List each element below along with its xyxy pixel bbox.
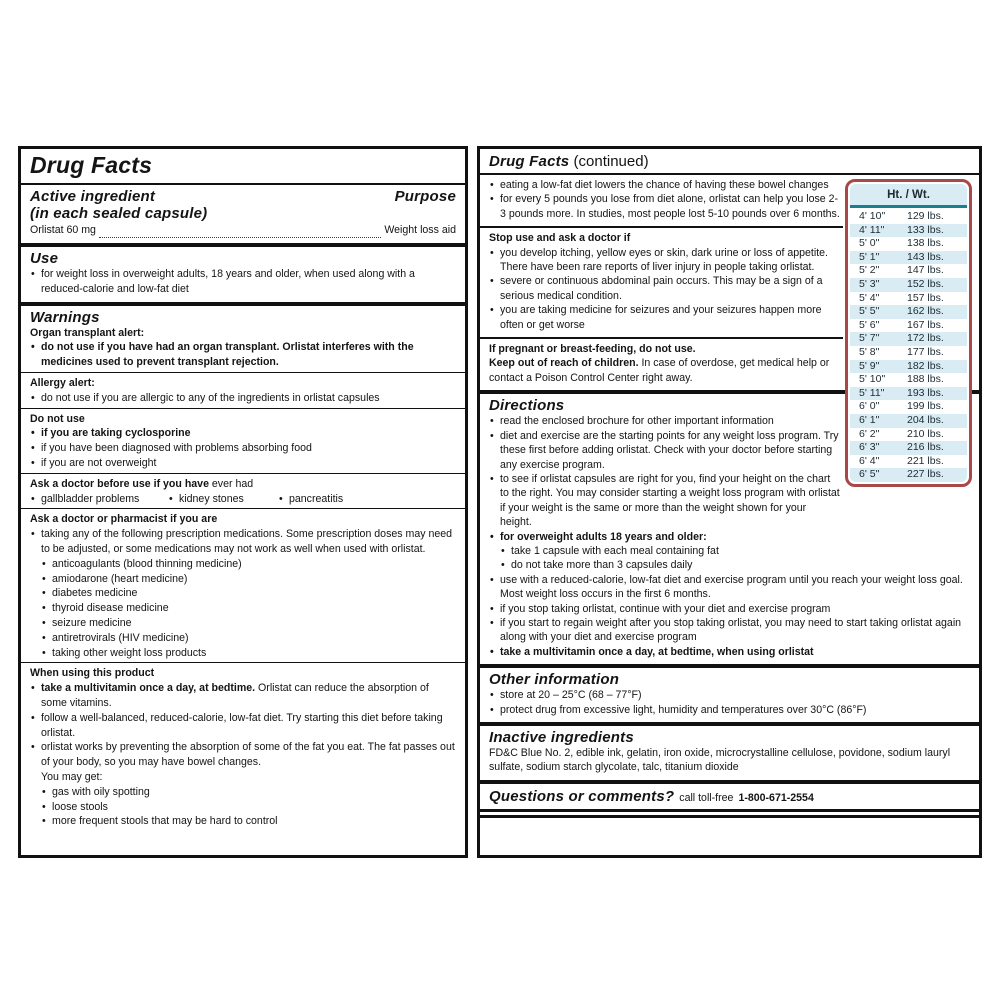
height-weight-chart — [845, 179, 972, 487]
height-weight-row: 5' 7" 172 lbs. — [850, 332, 967, 346]
directions-bullet: • to see if orlistat capsules are right for you, find your height on the chart to the right. You may consider starting a weight loss program with orlistat if your weight is the same or more than the weight shown for your height. — [489, 472, 970, 530]
height-weight-row: 5' 3" 152 lbs. — [850, 278, 967, 292]
use-heading: Use — [30, 250, 59, 267]
warnings-heading: Warnings — [30, 308, 100, 326]
directions-bullet: • if you start to regain weight after you stop taking orlistat, you may need to start taking orlistat again along with your diet and exercise program — [489, 616, 970, 645]
height-weight-row: 4' 10" 129 lbs. — [859, 210, 944, 222]
continued-bullet: • eating a low-fat diet lowers the chance of having these bowel changes — [489, 178, 843, 192]
height-weight-row: 5' 10" 188 lbs. — [859, 373, 944, 386]
height-weight-row: 5' 0" 138 lbs. — [859, 237, 944, 250]
height-weight-chart-header: Ht. / Wt. — [850, 184, 967, 205]
bowel-changes-group — [480, 175, 843, 226]
bowel-change-item: • loose stools — [41, 800, 456, 815]
warnings-section — [21, 306, 465, 372]
height-weight-row: 5' 4" 157 lbs. — [859, 291, 944, 304]
drug-facts-title: Drug Facts — [30, 152, 153, 178]
dosage-item: • do not take more than 3 capsules daily — [500, 558, 970, 572]
you-may-get-line: You may get: — [41, 770, 103, 783]
allergy-alert-head: Allergy alert: — [30, 376, 95, 389]
dotted-leader — [99, 228, 381, 238]
when-using-bullet: • orlistat works by preventing the absorption of some of the fat you eat. The fat passes out of your body, so you may have bowel changes. You may get: — [30, 740, 456, 784]
do-not-use-bullet: • if you have been diagnosed with problems absorbing food — [30, 441, 456, 456]
height-weight-row: 5' 6" 167 lbs. — [859, 318, 944, 331]
when-using-head: When using this product — [30, 667, 155, 680]
height-weight-row: 5' 1" 143 lbs. — [850, 251, 967, 265]
height-weight-row: 5' 9" 182 lbs. — [850, 360, 967, 374]
allergy-bullet: • do not use if you are allergic to any of the ingredients in orlistat capsules — [30, 391, 456, 406]
ask-pharmacist-section — [21, 509, 465, 662]
directions-bullet: • diet and exercise are the starting points for any weight loss program. Try these first before adding orlistat. Check with your doctor before starting any exercise program. — [489, 429, 970, 472]
pregnancy-line: If pregnant or breast-feeding, do not use. — [489, 343, 696, 356]
allergy-alert-section — [21, 373, 465, 408]
stop-use-bullet: • you are taking medicine for seizures and your seizures happen more often or get worse — [489, 303, 843, 332]
purpose-heading: Purpose — [394, 188, 456, 205]
medication-item: • taking other weight loss products — [41, 646, 456, 661]
continued-bullet: • for every 5 pounds you lose from diet alone, orlistat can help you lose 2-3 pounds more. In studies, most people lost 5-10 pounds over 6 months. — [489, 192, 843, 221]
stop-use-bullet: • you develop itching, yellow eyes or skin, dark urine or loss of appetite. There have been rare reports of liver injury in people taking orlistat. — [489, 246, 843, 275]
height-weight-row: 6' 3" 216 lbs. — [850, 441, 967, 455]
other-info-bullet: • protect drug from excessive light, humidity and temperatures over 30°C (86°F) — [489, 703, 970, 717]
ask-doctor-bullet: • pancreatitis — [278, 492, 343, 507]
height-weight-row: 6' 1" 204 lbs. — [850, 414, 967, 428]
toll-free-phone: 1-800-671-2554 — [738, 791, 814, 804]
bowel-change-item: • gas with oily spotting — [41, 785, 456, 800]
chart-header-rule — [850, 205, 967, 208]
other-info-bullet: • store at 20 – 25°C (68 – 77°F) — [489, 688, 970, 702]
inactive-ingredients-section — [480, 726, 979, 780]
height-weight-row: 6' 5" 227 lbs. — [850, 468, 967, 482]
do-not-use-bullet: • if you are taking cyclosporine — [30, 426, 456, 441]
right-panel — [477, 146, 982, 858]
ask-doctor-bullet: • gallbladder problems — [30, 492, 168, 507]
active-ingredient-heading-line1: Active ingredient — [30, 188, 156, 205]
ask-doctor-head: Ask a doctor before use if you have ever had — [30, 477, 254, 490]
medication-item: • seizure medicine — [41, 616, 456, 631]
other-information-heading: Other information — [489, 671, 620, 689]
ask-doctor-section — [21, 474, 465, 509]
inactive-ingredients-heading: Inactive ingredients — [489, 729, 634, 746]
ingredient-name: Orlistat 60 mg — [30, 224, 96, 236]
stop-use-bullet: • severe or continuous abdominal pain occurs. This may be a sign of a serious medical condition. — [489, 274, 843, 303]
active-ingredient-heading-line2: (in each sealed capsule) — [30, 205, 208, 222]
dosage-item: • take 1 capsule with each meal containing fat — [500, 544, 970, 558]
when-using-bullet: • follow a well-balanced, reduced-calorie, low-fat diet. Try starting this diet before taking orlistat. — [30, 711, 456, 741]
height-weight-row: 6' 4" 221 lbs. — [859, 454, 944, 467]
medication-item: • anticoagulants (blood thinning medicine) — [41, 557, 456, 572]
use-bullet: • for weight loss in overweight adults, 18 years and older, when used along with a reduced-calorie and low-fat diet — [30, 267, 456, 297]
when-using-bullet: • take a multivitamin once a day, at bedtime. Orlistat can reduce the absorption of some vitamins. — [30, 681, 456, 711]
organ-transplant-bullet: • do not use if you have had an organ transplant. Orlistat interferes with the medicines used to prevent transplant rejection. — [30, 340, 456, 370]
stop-use-group — [480, 226, 843, 337]
keep-out-of-reach-line: Keep out of reach of children. In case of overdose, get medical help or contact a Poison Control Center right away. — [489, 357, 830, 384]
height-weight-row: 6' 0" 199 lbs. — [859, 400, 944, 413]
directions-bullet: • read the enclosed brochure for other important information — [489, 414, 970, 428]
medication-item: • amiodarone (heart medicine) — [41, 572, 456, 587]
height-weight-row: 5' 11" 193 lbs. — [850, 387, 967, 401]
inactive-ingredients-text: FD&C Blue No. 2, edible ink, gelatin, iron oxide, microcrystalline cellulose, povidone, sodium lauryl sulfate, sodium starch glycolate, talc, titanium dioxide — [489, 747, 951, 774]
height-weight-row: 6' 2" 210 lbs. — [859, 427, 944, 440]
height-weight-rows — [850, 210, 967, 482]
directions-heading: Directions — [489, 397, 565, 415]
do-not-use-bullet: • if you are not overweight — [30, 456, 456, 471]
stop-use-head: Stop use and ask a doctor if — [489, 232, 631, 245]
questions-section — [480, 784, 979, 809]
questions-text: call toll-free — [679, 791, 734, 804]
do-not-use-section — [21, 409, 465, 473]
directions-bullet: • take a multivitamin once a day, at bedtime, when using orlistat — [489, 645, 970, 659]
questions-heading: Questions or comments? — [489, 787, 675, 805]
ask-pharmacist-intro: • taking any of the following prescription medications. Some prescription doses may need to be adjusted, or some medications may not work as well when used with orlistat. — [30, 527, 456, 557]
active-ingredient-section — [21, 185, 465, 243]
medication-item: • thyroid disease medicine — [41, 601, 456, 616]
when-using-section — [21, 663, 465, 834]
directions-bullet: • if you stop taking orlistat, continue with your diet and exercise program — [489, 602, 970, 616]
left-panel — [18, 146, 468, 858]
height-weight-row: 5' 5" 162 lbs. — [850, 305, 967, 319]
directions-bullet: • use with a reduced-calorie, low-fat diet and exercise program until you reach your weight loss goal. Most weight loss occurs in the first 6 months. — [489, 573, 970, 602]
height-weight-row: 5' 2" 147 lbs. — [859, 264, 944, 277]
drug-facts-label — [18, 146, 982, 858]
bowel-change-item: • more frequent stools that may be hard to control — [41, 814, 456, 829]
use-section — [21, 247, 465, 302]
divider-double — [480, 809, 979, 818]
purpose-value: Weight loss aid — [384, 224, 456, 236]
ask-doctor-bullet: • kidney stones — [168, 492, 278, 507]
drug-facts-continued-title: Drug Facts (continued) — [480, 149, 979, 175]
medication-item: • diabetes medicine — [41, 586, 456, 601]
ask-pharmacist-head: Ask a doctor or pharmacist if you are — [30, 513, 218, 526]
organ-transplant-alert-head: Organ transplant alert: — [30, 326, 145, 339]
empty-section — [480, 818, 979, 855]
do-not-use-head: Do not use — [30, 412, 85, 425]
directions-bullet: • for overweight adults 18 years and older: — [489, 530, 970, 544]
other-information-section — [480, 668, 979, 722]
height-weight-row: 5' 8" 177 lbs. — [859, 345, 944, 358]
pregnancy-group — [480, 337, 843, 390]
height-weight-row: 4' 11" 133 lbs. — [850, 224, 967, 238]
medication-item: • antiretrovirals (HIV medicine) — [41, 631, 456, 646]
